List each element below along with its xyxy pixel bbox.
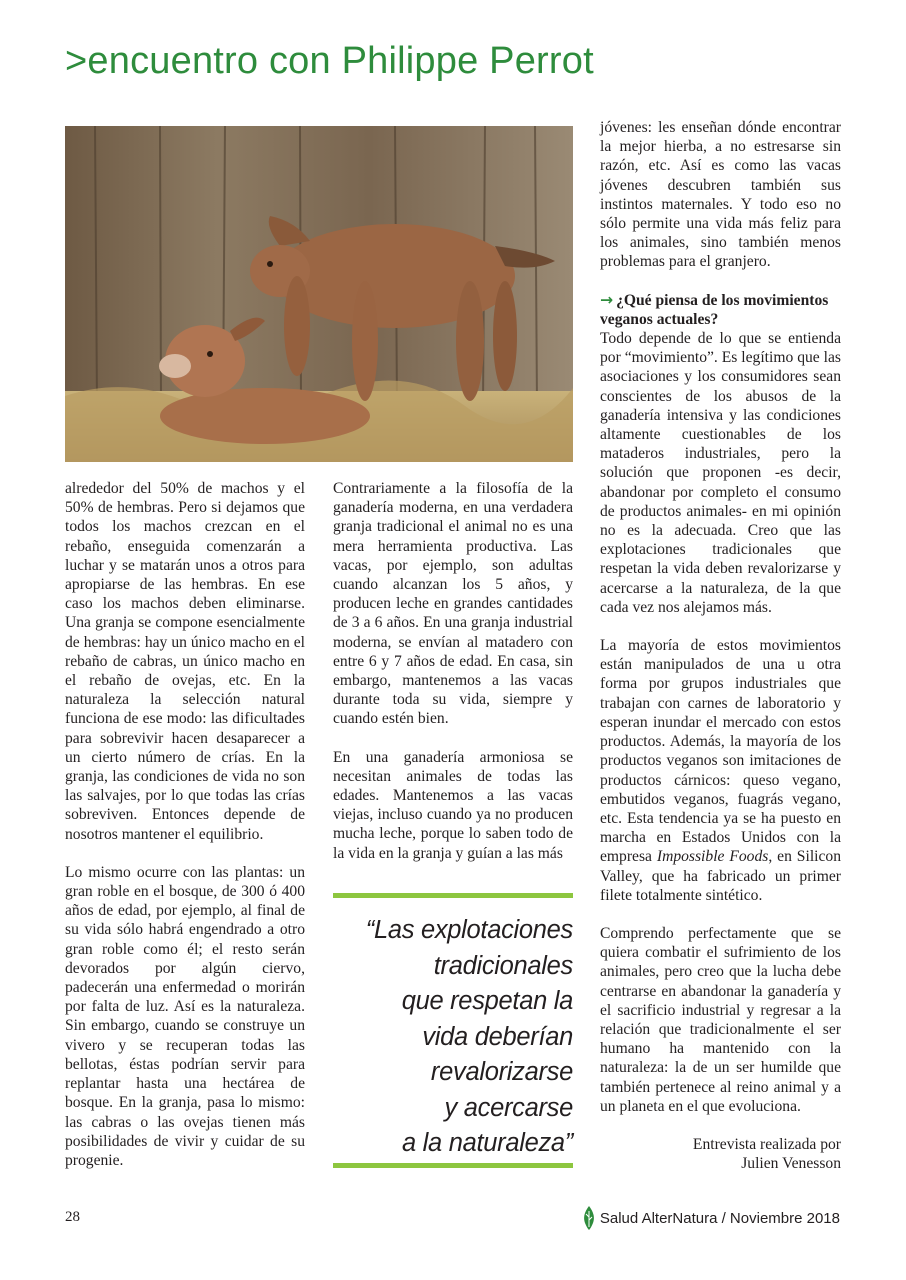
page-number: 28 [65,1209,80,1225]
paragraph: jóvenes: les enseñan dónde encontrar la mejor hierba, a no estresarse sin razón, etc. Así es como las vacas jóvenes descubren también sus instintos maternales. Y todo eso no sólo permite una vida más feliz para los animales, sino también menos problemas para el granjero. [600,119,841,271]
header-title: encuentro con Philippe Perrot [87,40,594,82]
left-column [65,479,305,1170]
header-prefix: > [65,40,88,82]
pull-quote [333,893,573,1168]
magazine-name: Salud AlterNatura / Noviembre 2018 [599,1209,840,1227]
paragraph-text: , en Silicon Valley, que ha fabricado un primer filete totalmente sintético. [600,848,841,904]
right-column [600,118,841,1173]
pull-quote-top-bar [333,893,573,898]
pull-quote-bottom-bar [333,1163,573,1168]
paragraph: Contrariamente a la filosofía de la ganadería moderna, en una verdadera granja tradicional el animal no es una mera herramienta productiva. Las vacas, por ejemplo, son adultas cuando alcanzan los 5 años, y producen leche en grandes cantidades de 3 a 6 años. En una granja industrial moderna, se envían al matadero con entre 6 y 7 años de edad. En casa, sin embargo, mantenemos a las vacas durante toda su vida, siempre y cuando estén bien. [333,480,573,728]
footer-brand [582,1205,840,1231]
middle-column [333,479,573,863]
paragraph: Lo mismo ocurre con las plantas: un gran roble en el bosque, de 300 ó 400 años de edad, por ejemplo, al final de su vida sólo habrá engendrado a otro gran roble como él; el resto serán devorados por algún ciervo, padecerán una enfermedad o morirán por falta de luz. Así es la naturaleza. Sin embargo, cuando se construye un vivero y se recuperan todas las bellotas, éstas podrían servir para replantar hasta una hectárea de bosque. En la granja, pasa lo mismo: las cabras o las ovejas tienen más posibilidades de vivir y cuidar de su progenie. [65,863,305,1169]
arrow-right-icon: → [600,290,614,309]
paragraph [600,636,841,905]
article-header [65,40,594,83]
interview-question [600,291,841,329]
paragraph: alrededor del 50% de machos y el 50% de hembras. Pero si dejamos que todos los machos crezcan en el rebaño, enseguida comenzarán a luchar y se matarán unos a otros para apropiarse de las hembras. En ese caso los machos deben eliminarse. Una granja se compone esencialmente de hembras: hay un único macho en el rebaño de cabras, un único macho en el rebaño de ovejas, etc. En la naturaleza la selección natural funciona de ese modo: las dificultades para sobrevivir hacen desaparecer a un cierto número de crías. En la granja, las condiciones de vida no son las salvajes, por lo que todas las crías sobreviven. Entonces depende de nosotros mantener el equilibrio. [65,480,305,843]
goats-photo-icon [65,126,573,462]
goats-photo [65,126,573,462]
leaf-logo-icon [582,1205,596,1231]
signature [600,1135,841,1173]
paragraph: Todo depende de lo que se entienda por “movimiento”. Es legítimo que las asociaciones y los consumidores sean conscientes de los abusos de la ganadería intensiva y las condiciones altamente cuestionables de los mataderos industriales, pero la solución que proponen -es decir, abandonar por completo el consumo de productos animales- en mi opinión no es la adecuada. Creo que las explotaciones tradicionales que respetan la vida deben revalorizarse y acercarse a la naturaleza, de la que cada vez nos alejamos más. [600,330,841,616]
question-text: ¿Qué piensa de los movimientos veganos actuales? [600,291,829,328]
pull-quote-text: “Las explotaciones tradicionales que respetan la vida deberían revalorizarse y acercarse a la naturaleza” [365,916,573,1157]
signature-author: Julien Venesson [741,1155,841,1173]
company-name: Impossible Foods [656,848,769,866]
paragraph-text: La mayoría de estos movimientos están manipulados de una u otra forma por grupos industriales que trabajan con carnes de laboratorio y esperan inundar el mercado con estos productos. Además, la mayoría de los productos veganos son imitaciones de productos cárnicos: queso vegano, embutidos veganos, fuagrás vegano, etc. Esta tendencia ya se ha puesto en marcha en Estados Unidos con la empresa [600,637,841,866]
signature-line: Entrevista realizada por [692,1135,841,1153]
paragraph: Comprendo perfectamente que se quiera combatir el sufrimiento de los animales, pero creo que la lucha debe centrarse en abandonar la ganadería y el sacrificio industrial y regresar a la relación que tradicionalmente el ser humano ha mantenido con la naturaleza: la de un ser humilde que también pertenece al reino animal y a un planeta en el que evoluciona. [600,924,841,1115]
paragraph: En una ganadería armoniosa se necesitan animales de todas las edades. Mantenemos a las vacas viejas, incluso cuando ya no producen mucha leche, porque lo saben todo de la vida en la granja y guían a las más [333,748,573,862]
